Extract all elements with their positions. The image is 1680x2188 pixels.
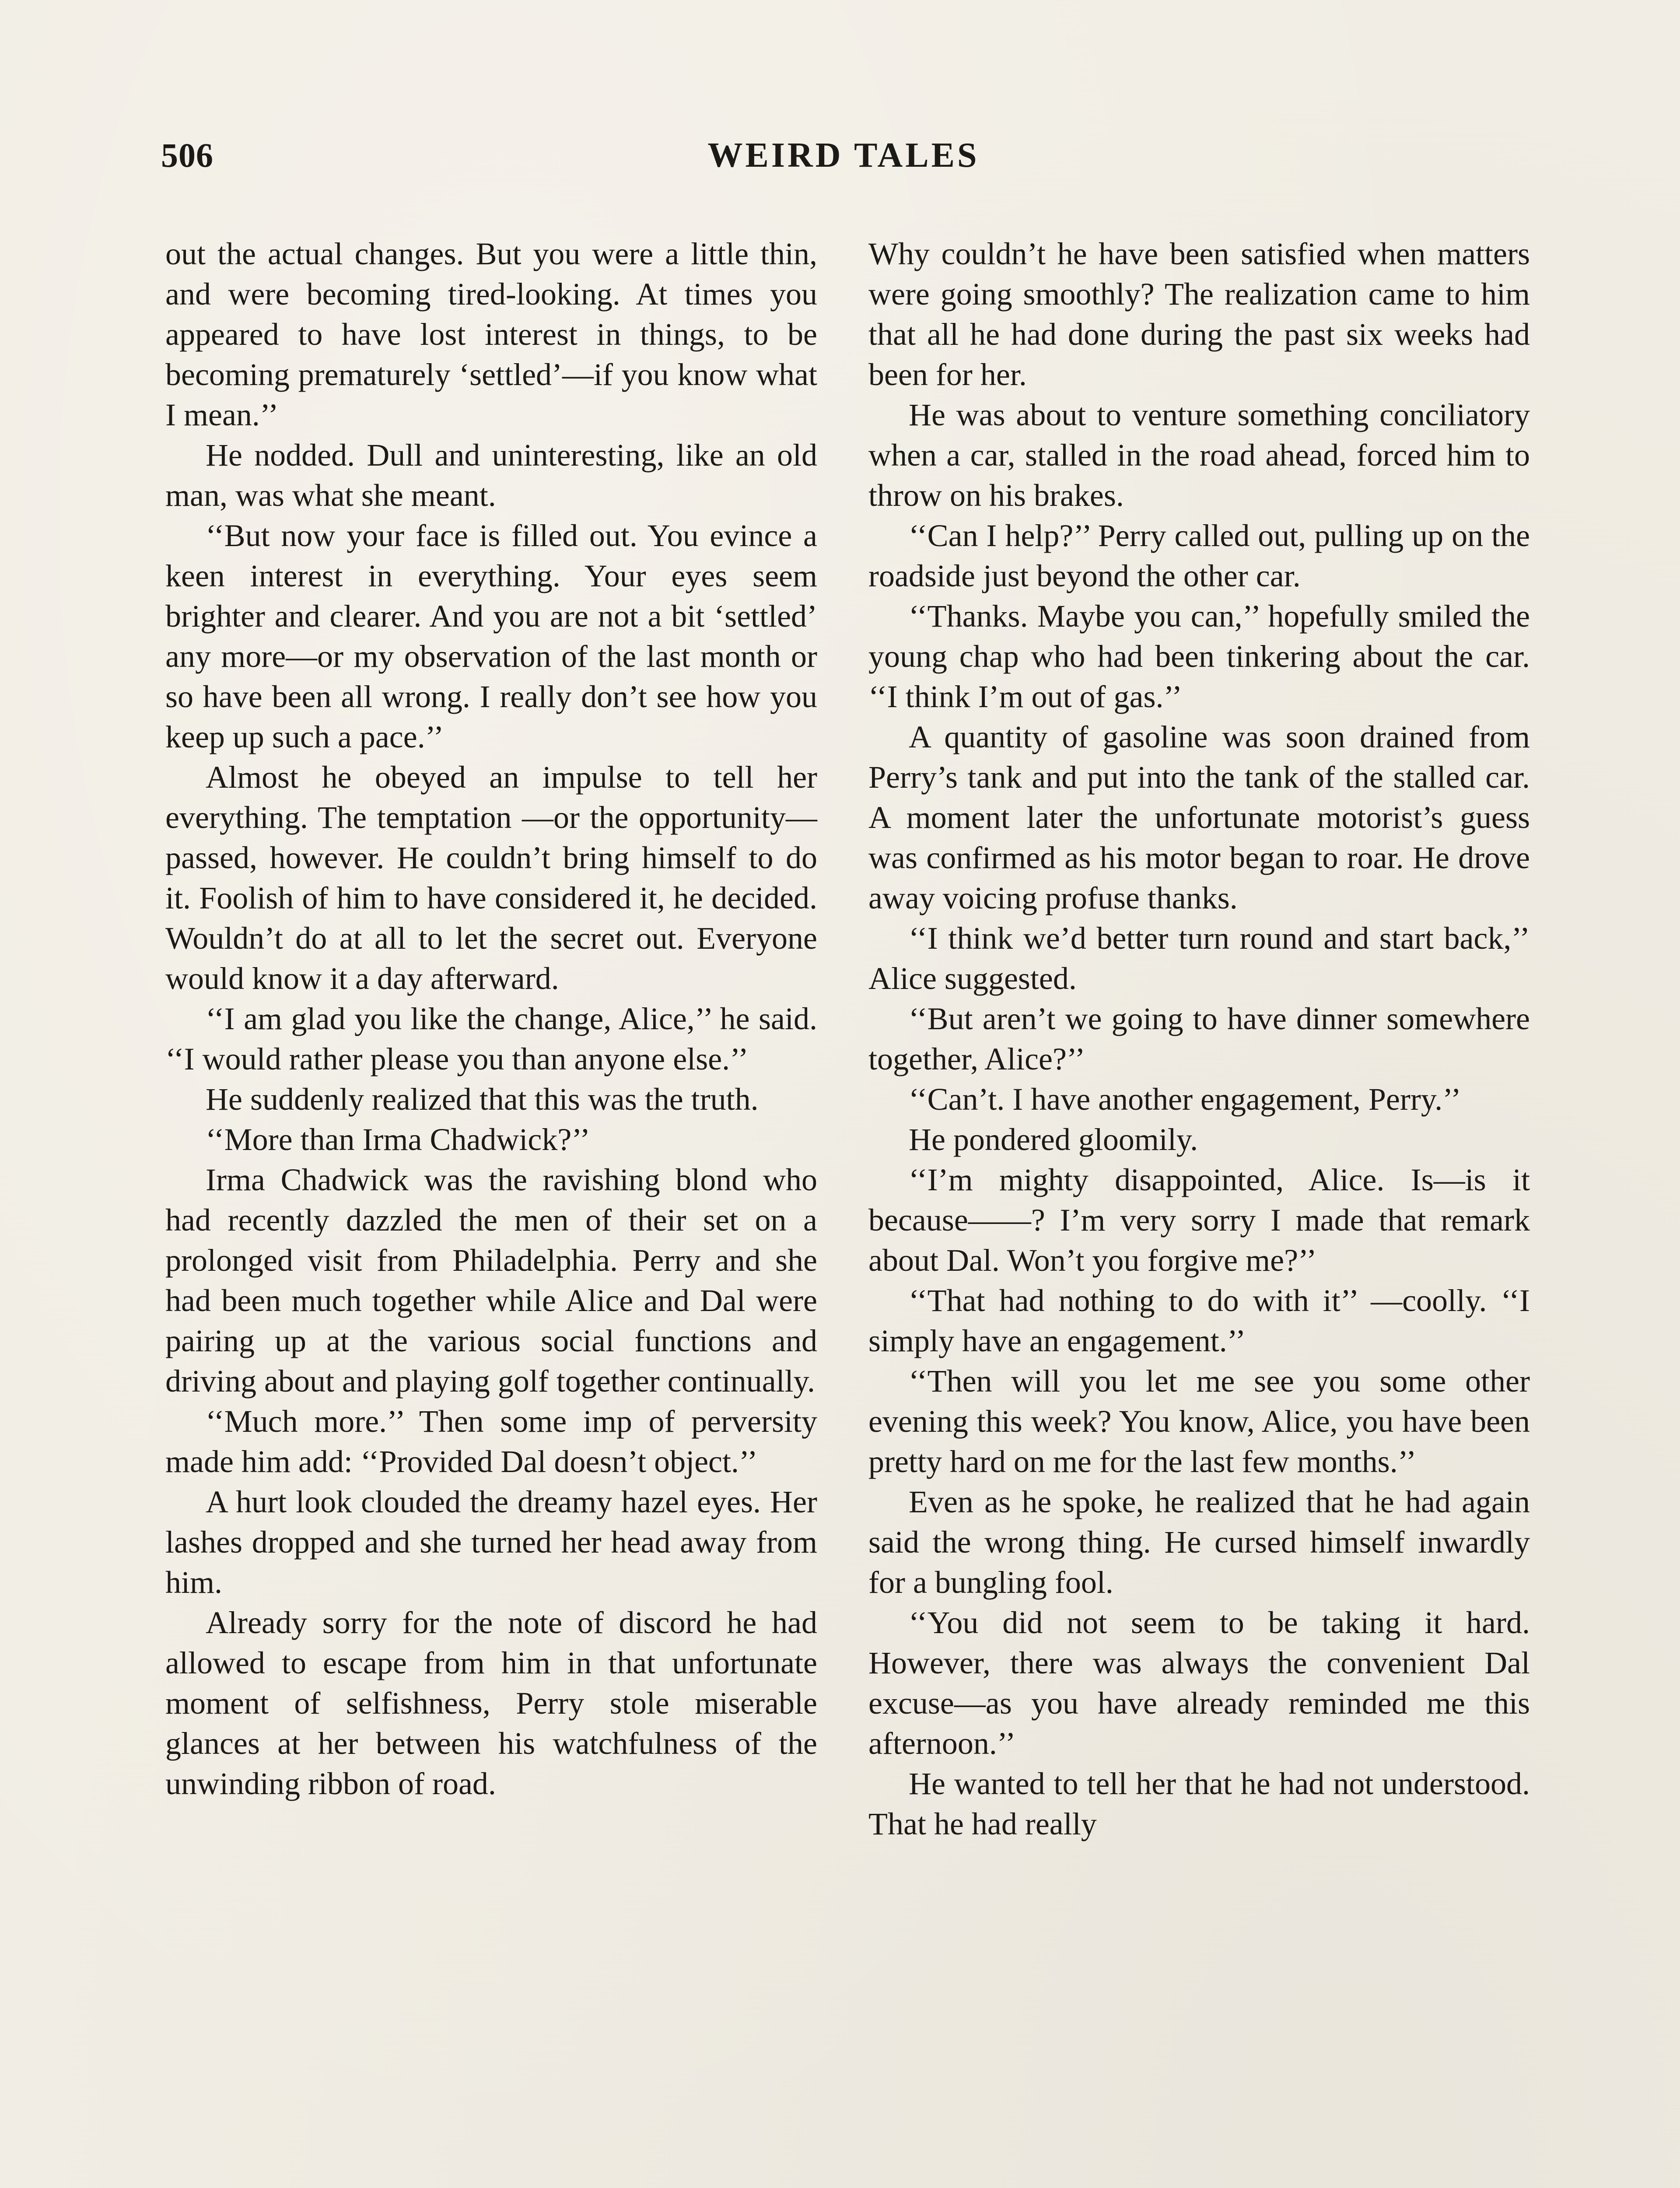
paragraph: ‘‘That had nothing to do with it’’ —coolly. ‘‘I simply have an engagement.’’ <box>868 1283 1530 1358</box>
paragraph: ‘‘Then will you let me see you some other evening this week? You know, Alice, you have been pretty hard on me for the last few months.’’ <box>868 1364 1530 1479</box>
paragraph: Irma Chadwick was the ravishing blond who had recently dazzled the men of their set on a prolonged visit from Philadelphia. Perry and she had been much together while Alice and Dal were pairing up at the various social functions and driving about and playing golf together continually. <box>165 1162 817 1399</box>
paragraph: ‘‘Can I help?’’ Perry called out, pulling up on the roadside just beyond the other car. <box>868 518 1530 593</box>
paragraph: ‘‘Much more.’’ Then some imp of perversity made him add: ‘‘Provided Dal doesn’t object.’’ <box>165 1404 817 1479</box>
paragraph: A quantity of gasoline was soon drained from Perry’s tank and put into the tank of the stalled car. A moment later the unfortunate motorist’s guess was confirmed as his motor began to roar. He drove away voicing profuse thanks. <box>868 719 1530 915</box>
paragraph: ‘‘But aren’t we going to have dinner somewhere together, Alice?’’ <box>868 1001 1530 1076</box>
paragraph: He was about to venture something conciliatory when a car, stalled in the road ahead, forced him to throw on his brakes. <box>868 397 1530 513</box>
paragraph: ‘‘But now your face is filled out. You evince a keen interest in everything. Your eyes seem brighter and clearer. And you are not a bit ‘settled’ any more—or my observation of the last month or so have been all wrong. I really don’t see how you keep up such a pace.’’ <box>165 518 817 754</box>
page-number: 506 <box>161 136 214 174</box>
paragraph: Already sorry for the note of discord he had allowed to escape from him in that unfortunate moment of selfishness, Perry stole miserable glances at her between his watchfulness of the unwinding ribbon of road. <box>165 1605 817 1801</box>
running-title: WEIRD TALES <box>707 136 980 175</box>
paragraph: ‘‘More than Irma Chadwick?’’ <box>206 1122 590 1157</box>
right-column <box>868 234 1530 1844</box>
paragraph: ‘‘I am glad you like the change, Alice,’’ he said. ‘‘I would rather please you than anyone else.’’ <box>165 1001 817 1076</box>
paragraph: ‘‘I think we’d better turn round and start back,’’ Alice suggested. <box>868 921 1530 996</box>
paragraph: Even as he spoke, he realized that he had again said the wrong thing. He cursed himself inwardly for a bungling fool. <box>868 1484 1530 1600</box>
paragraph: Almost he obeyed an impulse to tell her everything. The temptation —or the opportunity—passed, however. He couldn’t bring himself to do it. Foolish of him to have considered it, he decided. Wouldn’t do at all to let the secret out. Everyone would know it a day afterward. <box>165 760 817 996</box>
left-column <box>165 234 817 1804</box>
paragraph: He nodded. Dull and uninteresting, like an old man, was what she meant. <box>165 438 817 513</box>
paragraph: ‘‘You did not seem to be taking it hard. However, there was always the convenient Dal excuse—as you have already reminded me this afternoon.’’ <box>868 1605 1530 1761</box>
paragraph: ‘‘Thanks. Maybe you can,’’ hopefully smiled the young chap who had been tinkering about the car. ‘‘I think I’m out of gas.’’ <box>868 599 1530 714</box>
paragraph: ‘‘I’m mighty disappointed, Alice. Is—is it because——? I’m very sorry I made that remark about Dal. Won’t you forgive me?’’ <box>868 1162 1530 1278</box>
page-header <box>161 136 1526 184</box>
paragraph: He suddenly realized that this was the truth. <box>206 1082 759 1117</box>
paragraph: ‘‘Can’t. I have another engagement, Perry.’’ <box>909 1082 1461 1117</box>
paragraph: He wanted to tell her that he had not understood. That he had really <box>868 1766 1530 1841</box>
paragraph: He pondered gloomily. <box>909 1122 1198 1157</box>
paragraph: A hurt look clouded the dreamy hazel eyes. Her lashes dropped and she turned her head away from him. <box>165 1484 817 1600</box>
paragraph: Why couldn’t he have been satisfied when matters were going smoothly? The realization came to him that all he had done during the past six weeks had been for her. <box>868 236 1530 392</box>
paragraph: out the actual changes. But you were a little thin, and were becoming tired-looking. At times you appeared to have lost interest in things, to be becoming prematurely ‘settled’—if you know what I mean.’’ <box>165 236 817 432</box>
